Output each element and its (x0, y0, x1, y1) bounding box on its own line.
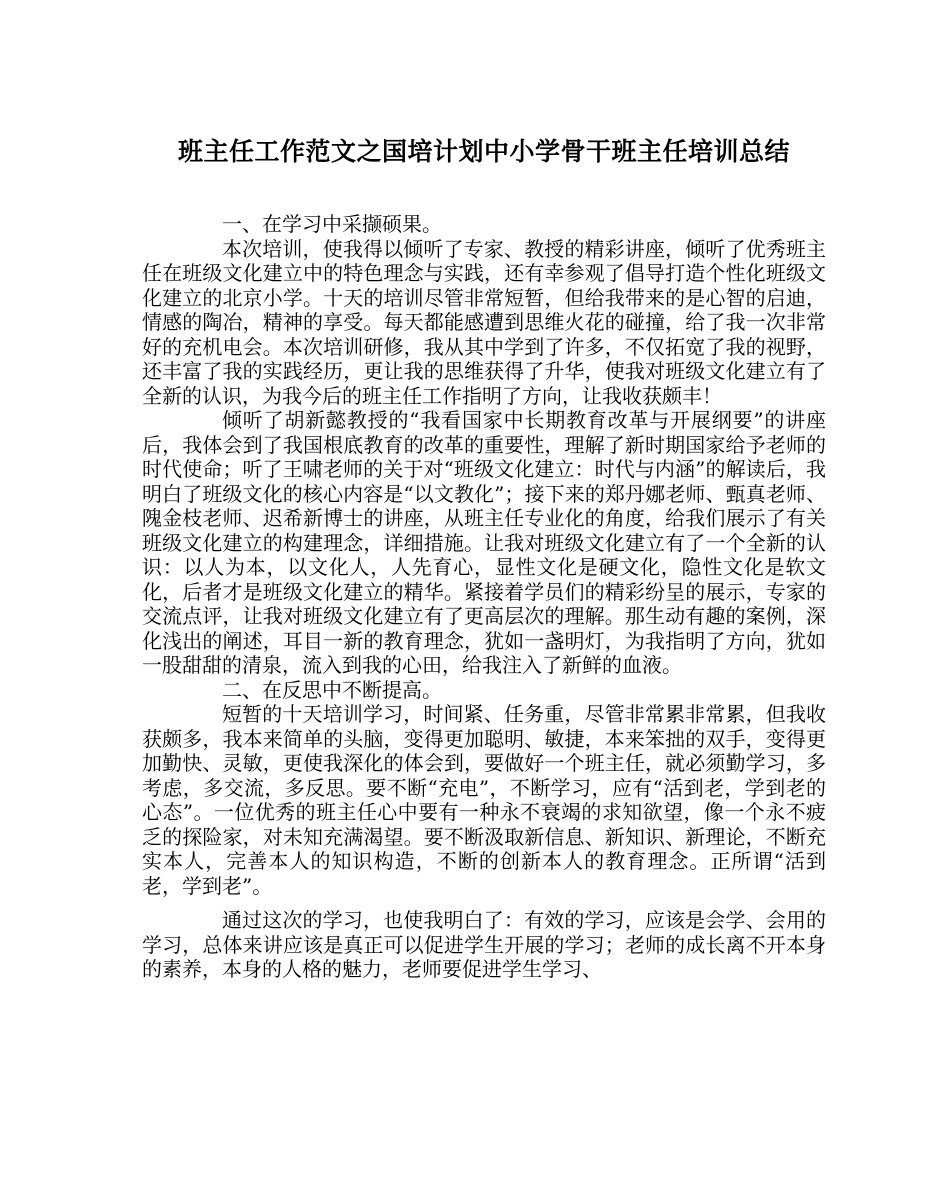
section-heading-1: 一、在学习中采撷硕果。 (222, 212, 442, 236)
document-body (142, 212, 826, 982)
document-page (142, 132, 826, 982)
paragraph: 本次培训，使我得以倾听了专家、教授的精彩讲座，倾听了优秀班主任在班级文化建立中的特色理念与实践，还有幸参观了倡导打造个性化班级文化建立的北京小学。十天的培训尽管非常短暂，但给我带来的是心智的启迪，情感的陶冶，精神的享受。每天都能感遭到思维火花的碰撞，给了我一次非常好的充机电会。本次培训研修，我从其中学到了许多，不仅拓宽了我的视野，还丰富了我的实践经历，更让我的思维获得了升华，使我对班级文化建立有了全新的认识，为我今后的班主任工作指明了方向，让我收获颇丰！ (142, 236, 826, 408)
section-heading-2: 二、在反思中不断提高。 (222, 677, 442, 702)
paragraph: 通过这次的学习，也使我明白了：有效的学习，应该是会学、会用的学习，总体来讲应该是真正可以促进学生开展的学习；老师的成长离不开本身的素养，本身的人格的魅力，老师要促进学生学习、 (142, 908, 826, 981)
paragraph: 短暂的十天培训学习，时间紧、任务重，尽管非常累非常累，但我收获颇多，我本来简单的头脑，变得更加聪明、敏捷，本来笨拙的双手，变得更加勤快、灵敏，更使我深化的体会到，要做好一个班主任，就必须勤学习，多考虑，多交流，多反思。要不断“充电”，不断学习，应有“活到老，学到老的心态”。一位优秀的班主任心中要有一种永不衰竭的求知欲望，像一个永不疲乏的探险家，对未知充满渴望。要不断汲取新信息、新知识、新理论，不断充实本人，完善本人的知识构造，不断的创新本人的教育理念。正所谓“活到老，学到老”。 (142, 702, 826, 898)
document-title: 班主任工作范文之国培计划中小学骨干班主任培训总结 (177, 137, 790, 166)
paragraph: 倾听了胡新懿教授的“我看国家中长期教育改革与开展纲要”的讲座后，我体会到了我国根底教育的改革的重要性，理解了新时期国家给予老师的时代使命；听了王啸老师的关于对“班级文化建立：时代与内涵”的解读后，我明白了班级文化的核心内容是“以文教化”；接下来的郑丹娜老师、甄真老师、隗金枝老师、迟希新博士的讲座，从班主任专业化的角度，给我们展示了有关班级文化建立的构建理念，详细措施。让我对班级文化建立有了一个全新的认识：以人为本，以文化人，人先育心，显性文化是硬文化，隐性文化是软文化，后者才是班级文化建立的精华。紧接着学员们的精彩纷呈的展示，专家的交流点评，让我对班级文化建立有了更高层次的理解。那生动有趣的案例，深化浅出的阐述，耳目一新的教育理念，犹如一盏明灯，为我指明了方向，犹如一股甜甜的清泉，流入到我的心田，给我注入了新鲜的血液。 (142, 408, 826, 677)
